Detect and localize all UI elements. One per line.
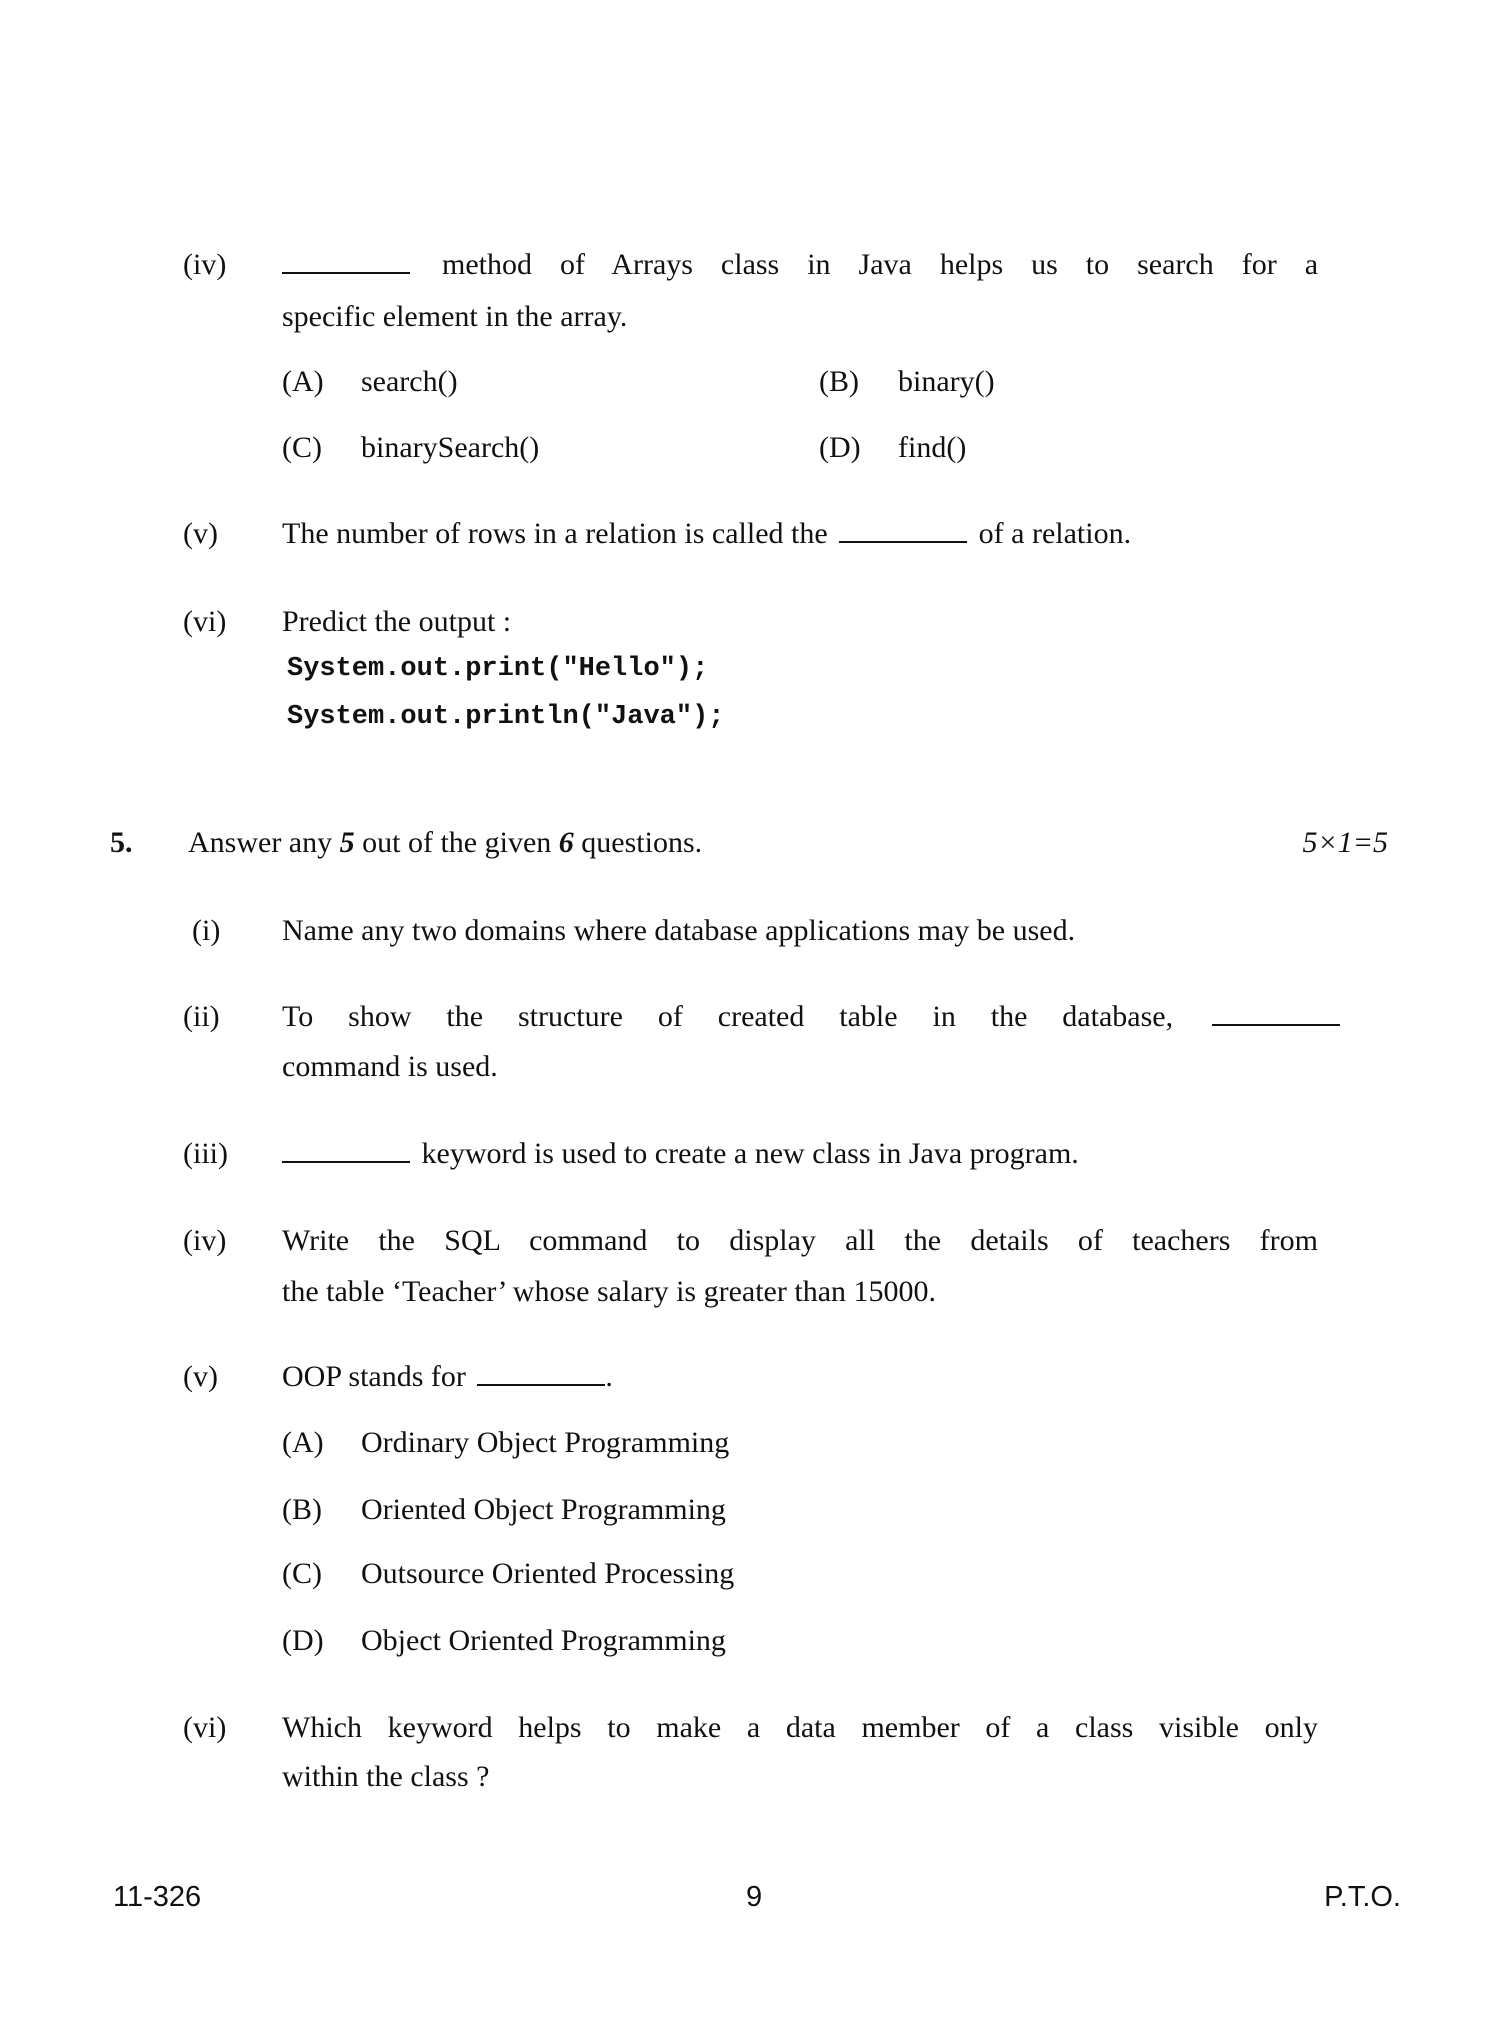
q5-ii-line2: command is used.: [282, 1050, 498, 1083]
q5-instruction: [188, 828, 702, 858]
q5-iv-line2: the table ‘Teacher’ whose salary is greater than 15000.: [282, 1275, 937, 1308]
q4-v-text: [282, 519, 1131, 549]
q5-iv-label: (iv): [183, 1224, 227, 1257]
q4-iv-text: method of Arrays class in Java helps us to search for a: [442, 248, 1319, 281]
answer-blank: [282, 1160, 410, 1163]
option-key-a: (A): [282, 1426, 324, 1459]
answer-blank: [1212, 1023, 1340, 1026]
q5-n2: 6: [558, 826, 574, 859]
q4-v-before: The number of rows in a relation is called the: [282, 517, 828, 550]
q4-iv-line1: [282, 250, 1318, 280]
code-line-1: System.out.print("Hello");: [287, 654, 709, 684]
answer-blank: [282, 271, 410, 274]
q4-iv-label: (iv): [183, 248, 227, 281]
q4-iv-line2: specific element in the array.: [282, 300, 628, 333]
option-key-c: (C): [282, 1557, 322, 1590]
please-turn-over: P.T.O.: [1324, 1881, 1401, 1913]
q5-text-c: questions.: [573, 826, 703, 859]
q5-vi-line2: within the class ?: [282, 1760, 490, 1793]
option-a: search(): [361, 365, 458, 398]
option-key-d: (D): [819, 431, 861, 464]
option-d: Object Oriented Programming: [361, 1624, 726, 1657]
option-c: Outsource Oriented Processing: [361, 1557, 735, 1590]
q4-vi-text: Predict the output :: [282, 605, 512, 638]
q5-number: 5.: [110, 826, 133, 859]
q5-text-b: out of the given: [354, 826, 559, 859]
q4-v-after: of a relation.: [978, 517, 1132, 550]
q5-vi-line1: Which keyword helps to make a data member of a class visible only: [282, 1711, 1318, 1744]
option-key-d: (D): [282, 1624, 324, 1657]
q5-v-before: OOP stands for: [282, 1360, 466, 1393]
q5-vi-label: (vi): [183, 1711, 227, 1744]
q5-marks: 5×1=5: [1302, 826, 1388, 859]
q5-v-text: [282, 1362, 613, 1392]
option-key-c: (C): [282, 431, 322, 464]
q5-iii-after: keyword is used to create a new class in Java program.: [421, 1137, 1079, 1170]
q5-iii-label: (iii): [183, 1137, 228, 1170]
option-key-b: (B): [282, 1493, 322, 1526]
q5-text-a: Answer any: [188, 826, 340, 859]
option-key-b: (B): [819, 365, 859, 398]
q4-vi-label: (vi): [183, 605, 227, 638]
option-b: binary(): [898, 365, 995, 398]
q5-iv-line1: Write the SQL command to display all the details of teachers from: [282, 1224, 1318, 1257]
q5-i-text: Name any two domains where database applications may be used.: [282, 914, 1076, 947]
option-b: Oriented Object Programming: [361, 1493, 726, 1526]
code-line-2: System.out.println("Java");: [287, 702, 725, 732]
paper-code: 11-326: [113, 1881, 202, 1913]
q5-ii-line1: [282, 1002, 1340, 1032]
q5-v-after: .: [605, 1360, 613, 1393]
answer-blank: [839, 540, 967, 543]
option-d: find(): [898, 431, 967, 464]
q5-v-label: (v): [183, 1360, 218, 1393]
q5-ii-text: To show the structure of created table in the database,: [282, 1000, 1174, 1033]
q5-iii-text: [282, 1139, 1079, 1169]
option-a: Ordinary Object Programming: [361, 1426, 730, 1459]
q5-n1: 5: [339, 826, 355, 859]
page-number: 9: [746, 1881, 763, 1913]
option-key-a: (A): [282, 365, 324, 398]
q5-ii-label: (ii): [183, 1000, 220, 1033]
option-c: binarySearch(): [361, 431, 540, 464]
answer-blank: [477, 1383, 605, 1386]
q5-i-label: (i): [192, 914, 221, 947]
q4-v-label: (v): [183, 517, 218, 550]
